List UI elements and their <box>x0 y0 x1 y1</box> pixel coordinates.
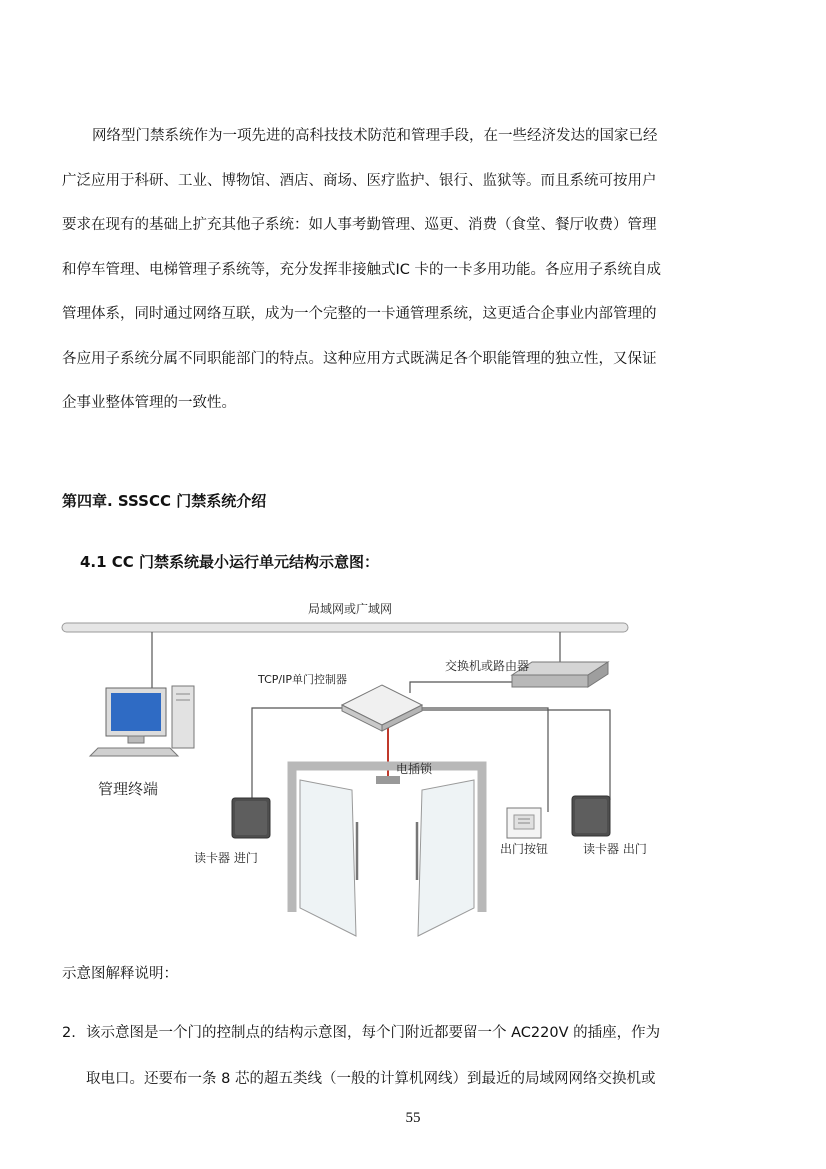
paragraph-line: 广泛应用于科研、工业、博物馆、酒店、商场、医疗监护、银行、监狱等。而且系统可按用户 <box>62 172 657 189</box>
terminal-label: 管理终端 <box>98 780 159 798</box>
door-frame <box>292 766 482 936</box>
paragraph-line: 要求在现有的基础上扩充其他子系统：如人事考勤管理、巡更、消费（食堂、餐厅收费）管理 <box>62 217 657 233</box>
item-line: 取电口。还要布一条 8 芯的超五类线（一般的计算机网线）到最近的局域网网络交换机或 <box>86 1071 656 1087</box>
management-terminal <box>90 686 194 756</box>
controller-label: TCP/IP单门控制器 <box>258 673 347 686</box>
paragraph-line: 企事业整体管理的一致性。 <box>62 395 236 411</box>
exit-button-label: 出门按钮 <box>500 842 549 856</box>
reader-in-label: 读卡器 进门 <box>194 851 258 865</box>
intro-paragraph <box>62 114 762 426</box>
card-reader-in <box>232 798 270 838</box>
paragraph-line: 网络型门禁系统作为一项先进的高科技技术防范和管理手段，在一些经济发达的国家已经 <box>92 128 658 144</box>
network-bus <box>62 623 628 632</box>
structure-diagram <box>60 590 647 950</box>
lock-label: 电插锁 <box>396 762 433 776</box>
paragraph-line: 各应用子系统分属不同职能部门的特点。这种应用方式既满足各个职能管理的独立性，又保证 <box>62 350 657 367</box>
explanation-item <box>62 1010 762 1102</box>
paragraph-line: 管理体系，同时通过网络互联，成为一个完整的一卡通管理系统，这更适合企事业内部管理的 <box>62 306 657 322</box>
page-number: 55 <box>405 1110 421 1126</box>
item-number: 2. <box>62 1025 76 1041</box>
network-label: 局域网或广域网 <box>308 602 393 616</box>
card-reader-out <box>572 796 610 836</box>
explanation-title: 示意图解释说明： <box>62 966 178 982</box>
chapter-heading: 第四章. SSSCC 门禁系统介绍 <box>62 492 267 510</box>
switch-label: 交换机或路由器 <box>445 659 530 673</box>
section-heading: 4.1 CC 门禁系统最小运行单元结构示意图： <box>80 553 380 571</box>
reader-out-label: 读卡器 出门 <box>583 842 647 856</box>
exit-button <box>507 808 541 838</box>
item-line: 该示意图是一个门的控制点的结构示意图，每个门附近都要留一个 AC220V 的插座，作为 <box>86 1025 661 1041</box>
paragraph-line: 和停车管理、电梯管理子系统等，充分发挥非接触式IC 卡的一卡多用功能。各应用子系统自成 <box>62 261 662 278</box>
